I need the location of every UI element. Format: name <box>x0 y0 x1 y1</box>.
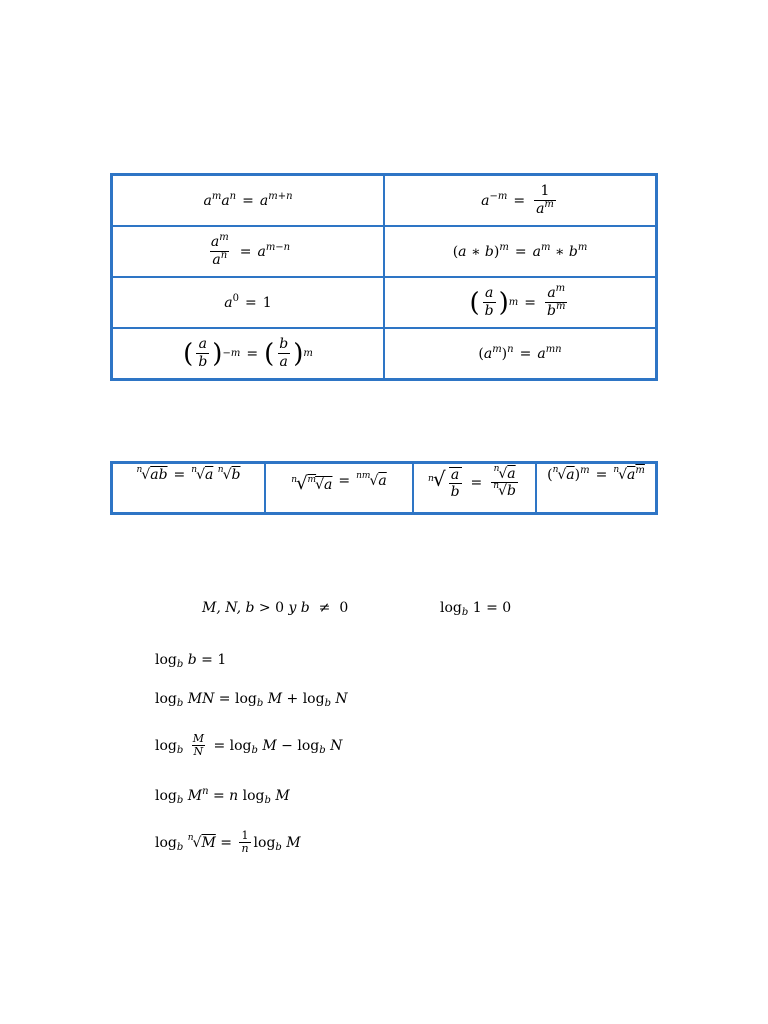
radical-laws-table <box>110 461 658 515</box>
exp-law-quotient: $\frac{a^m}{a^n}$ = $a^{m-n}$ <box>112 226 384 277</box>
radical-law-product: $^n$√ab = $^n$√a $^n$√b <box>112 463 265 513</box>
radical-law-quotient: n √ $\frac{a}{b}$ = $\frac{^n√a}{^n√b}$ <box>413 463 536 513</box>
log-root-rule: $\log_b ^n√M$ = $\frac{1}{n}$ $\log_b M$ <box>155 829 301 856</box>
exp-law-product: $a^ma^n$ = $a^{m+n}$ <box>112 175 384 226</box>
log-of-base: $\log_b b = 1$ <box>155 652 227 670</box>
exp-law-fraction-power: ( $\frac{a}{b}$ ) m = $\frac{a^m}{b^m}$ <box>384 277 656 328</box>
exponent-laws-table <box>110 173 658 381</box>
log-of-one: $\log_b 1 = 0$ <box>440 600 512 618</box>
exp-law-zero: $a^0$ = 1 <box>112 277 384 328</box>
log-condition: M, N, b > 0 y b ≠ 0 <box>202 600 349 616</box>
log-power-rule: $\log_b M^n = n$ $\log_b M$ <box>155 786 290 806</box>
exp-law-power-power: $(a^m)^n$ = $a^{mn}$ <box>384 328 656 379</box>
log-product-rule: $\log_b$ MN = $\log_b M + \log_b N$ <box>155 691 348 709</box>
log-quotient-rule: $\log_b$ $\frac{M}{N}$ = $\log_b M - \log_b N$ <box>155 732 343 759</box>
exp-law-product-power: (a ∗ b)$^m$ = $a^m$ ∗ $b^m$ <box>384 226 656 277</box>
exp-law-negative: $a^{-m}$ = $\frac{1}{a^m}$ <box>384 175 656 226</box>
radical-law-nested: $^n$√$^m$√a = $^{nm}$√a <box>265 463 413 513</box>
radical-law-power: $(^n√a)^m$ = $^n√a^m$ <box>536 463 656 513</box>
exp-law-negative-fraction: ( $\frac{a}{b}$ ) −m = ( $\frac{b}{a}$ ) m <box>112 328 384 379</box>
